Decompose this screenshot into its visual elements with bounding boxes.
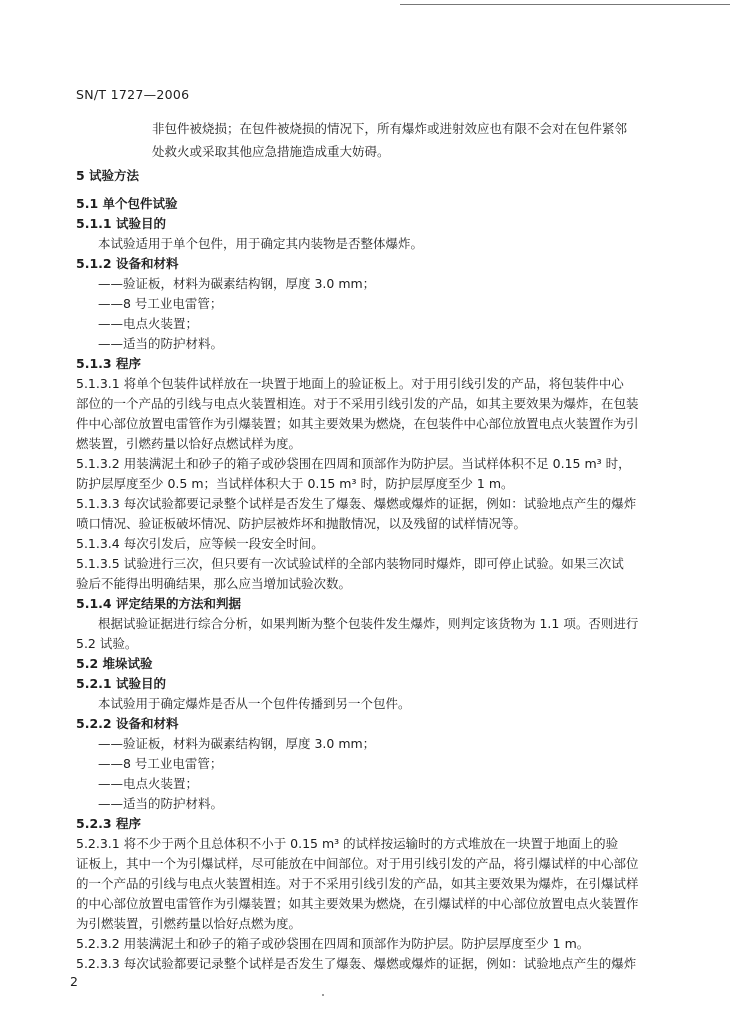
paragraph-line: 根据试验证据进行综合分析，如果判断为整个包装件发生爆炸，则判定该货物为 1.1 项。否则进行: [98, 616, 639, 631]
paragraph-line: 5.2.3.1 将不少于两个且总体积不小于 0.15 m³ 的试样按运输时的方式堆放在一块置于地面上的验: [76, 836, 619, 851]
paragraph-line: 的中心部位放置电雷管作为引爆装置；如其主要效果为燃烧，在引爆试样的中心部位放置电点火装置作: [76, 896, 639, 911]
list-item: ——8 号工业电雷管；: [98, 756, 223, 771]
paragraph-line: 5.2.3.3 每次试验都要记录整个试样是否发生了爆轰、爆燃或爆炸的证据，例如：试验地点产生的爆炸: [76, 956, 637, 971]
paragraph-line: 喷口情况、验证板破坏情况、防护层被炸坏和抛散情况，以及残留的试样情况等。: [76, 516, 527, 531]
paragraph-line: 证板上，其中一个为引爆试样，尽可能放在中间部位。对于用引线引发的产品，将引爆试样的中心部位: [76, 856, 639, 871]
continuation-line: 非包件被烧损；在包件被烧损的情况下，所有爆炸或进射效应也有限不会对在包件紧邻: [152, 121, 628, 136]
list-item: ——验证板，材料为碳素结构钢，厚度 3.0 mm；: [98, 276, 376, 291]
paragraph-line: 部位的一个产品的引线与电点火装置相连。对于不采用引线引发的产品，如其主要效果为爆炸，在包装: [76, 396, 639, 411]
standard-number: SN/T 1727—2006: [76, 87, 190, 102]
paragraph-line: 5.1.3.1 将单个包装件试样放在一块置于地面上的验证板上。对于用引线引发的产品，将包装件中心: [76, 376, 624, 391]
list-item: ——适当的防护材料。: [98, 336, 224, 351]
header-rule: [400, 4, 730, 5]
paragraph-line: 5.1.3.4 每次引发后，应等候一段安全时间。: [76, 536, 324, 551]
list-item: ——验证板，材料为碳素结构钢，厚度 3.0 mm；: [98, 736, 376, 751]
list-item: ——电点火装置；: [98, 776, 199, 791]
paragraph-line: 的一个产品的引线与电点火装置相连。对于不采用引线引发的产品，如其主要效果为爆炸，在引爆试样: [76, 876, 639, 891]
section-5-1-2-heading: 5.1.2 设备和材料: [76, 256, 179, 271]
section-5-1-1-heading: 5.1.1 试验目的: [76, 216, 166, 231]
paragraph-line: 防护层厚度至少 0.5 m；当试样体积大于 0.15 m³ 时，防护层厚度至少 1 m。: [76, 476, 514, 491]
section-5-2-heading: 5.2 堆垛试验: [76, 656, 153, 671]
section-5-2-1-heading: 5.2.1 试验目的: [76, 676, 166, 691]
list-item: ——电点火装置；: [98, 316, 199, 331]
section-5-1-heading: 5.1 单个包件试验: [76, 196, 178, 211]
list-item: ——8 号工业电雷管；: [98, 296, 223, 311]
paragraph-line: 燃装置，引燃药量以恰好点燃试样为度。: [76, 436, 302, 451]
scan-speck: [322, 994, 324, 996]
paragraph-line: 件中心部位放置电雷管作为引爆装置；如其主要效果为燃烧，在包装件中心部位放置电点火装置作为引: [76, 416, 639, 431]
paragraph-line: 本试验适用于单个包件，用于确定其内装物是否整体爆炸。: [98, 236, 424, 251]
continuation-line: 处救火或采取其他应急措施造成重大妨碍。: [152, 144, 390, 159]
paragraph-line: 验后不能得出明确结果，那么应当增加试验次数。: [76, 576, 352, 591]
section-5-heading: 5 试验方法: [76, 168, 140, 183]
paragraph-line: 5.1.3.2 用装满泥土和砂子的箱子或砂袋围在四周和顶部作为防护层。当试样体积不足 0.15 m³ 时，: [76, 456, 631, 471]
section-5-2-3-heading: 5.2.3 程序: [76, 816, 141, 831]
paragraph-line: 5.2.3.2 用装满泥土和砂子的箱子或砂袋围在四周和顶部作为防护层。防护层厚度至少 1 m。: [76, 936, 590, 951]
section-5-1-4-heading: 5.1.4 评定结果的方法和判据: [76, 596, 241, 611]
paragraph-line: 为引燃装置，引燃药量以恰好点燃为度。: [76, 916, 302, 931]
page-number: 2: [70, 974, 78, 989]
paragraph-line: 5.2 试验。: [76, 636, 138, 651]
paragraph-line: 本试验用于确定爆炸是否从一个包件传播到另一个包件。: [98, 696, 411, 711]
section-5-1-3-heading: 5.1.3 程序: [76, 356, 141, 371]
section-5-2-2-heading: 5.2.2 设备和材料: [76, 716, 179, 731]
list-item: ——适当的防护材料。: [98, 796, 224, 811]
paragraph-line: 5.1.3.3 每次试验都要记录整个试样是否发生了爆轰、爆燃或爆炸的证据，例如：试验地点产生的爆炸: [76, 496, 637, 511]
paragraph-line: 5.1.3.5 试验进行三次，但只要有一次试验试样的全部内装物同时爆炸，即可停止试验。如果三次试: [76, 556, 624, 571]
